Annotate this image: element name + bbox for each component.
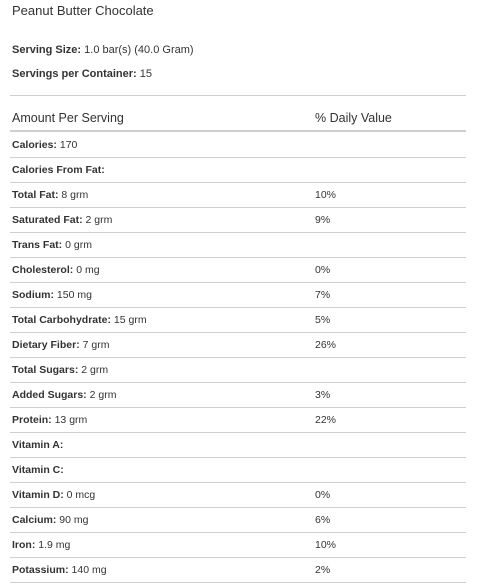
nutrient-name: Iron: [12,539,36,551]
nutrient-amount: 2 grm [89,389,117,401]
serving-size-value: 1.0 bar(s) (40.0 Gram) [84,44,194,56]
nutrient-name: Vitamin C: [12,464,64,476]
nutrient-name: Added Sugars: [12,389,87,401]
nutrient-amount: 140 mg [71,564,107,576]
nutrient-cell [12,539,70,551]
daily-value: 7% [315,289,331,301]
daily-value: 0% [315,264,331,276]
table-row [10,358,466,383]
nutrient-amount: 170 [59,139,78,151]
table-row [10,558,466,583]
nutrient-cell [12,464,64,476]
table-row [10,183,466,208]
nutrient-name: Potassium: [12,564,69,576]
servings-per-container-value: 15 [139,68,153,80]
nutrient-cell [12,264,100,276]
nutrient-cell [12,514,88,526]
nutrient-cell [12,364,108,376]
table-row [10,333,466,358]
table-row [10,208,466,233]
daily-value: 10% [315,539,337,551]
nutrient-cell [12,139,77,151]
serving-size [12,44,194,56]
table-row [10,483,466,508]
table-row [10,508,466,533]
nutrient-amount: 90 mg [59,514,89,526]
nutrient-amount: 1.9 mg [38,539,71,551]
table-row [10,433,466,458]
nutrient-amount: 0 mcg [66,489,96,501]
serving-size-label: Serving Size: [12,44,82,56]
nutrient-name: Sodium: [12,289,54,301]
table-row [10,408,466,433]
nutrient-amount: 0 mg [76,264,100,276]
table-row [10,158,466,183]
nutrient-name: Calories: [12,139,57,151]
nutrient-name: Trans Fat: [12,239,63,251]
nutrient-amount: 2 grm [85,214,113,226]
nutrient-amount: 150 mg [56,289,92,301]
nutrient-cell [12,414,87,426]
daily-value-header: % Daily Value [315,111,392,125]
table-row [10,458,466,483]
nutrient-name: Saturated Fat: [12,214,83,226]
table-row [10,258,466,283]
nutrient-amount: 7 grm [82,339,110,351]
nutrient-amount: 0 grm [65,239,92,251]
nutrient-cell [12,389,116,401]
nutrient-name: Total Carbohydrate: [12,314,111,326]
daily-value: 0% [315,489,331,501]
nutrient-name: Protein: [12,414,52,426]
nutrient-amount: 15 grm [113,314,147,326]
nutrient-cell [12,214,112,226]
daily-value: 6% [315,514,331,526]
nutrient-cell [12,564,107,576]
daily-value: 5% [315,314,331,326]
nutrition-table [10,133,466,583]
nutrient-name: Vitamin A: [12,439,64,451]
product-title: Peanut Butter Chocolate [12,3,154,18]
nutrient-cell [12,164,105,176]
servings-per-container-label: Servings per Container: [12,68,137,80]
nutrient-amount: 8 grm [61,189,89,201]
nutrient-amount: 2 grm [81,364,109,376]
nutrient-cell [12,489,95,501]
nutrient-name: Vitamin D: [12,489,64,501]
nutrient-cell [12,289,92,301]
nutrition-table-header [10,103,466,132]
nutrient-cell [12,339,109,351]
nutrient-amount: 13 grm [54,414,88,426]
nutrient-name: Total Sugars: [12,364,79,376]
table-row [10,308,466,333]
nutrient-cell [12,239,92,251]
table-row [10,383,466,408]
table-row [10,233,466,258]
table-row [10,533,466,558]
daily-value: 9% [315,214,331,226]
table-row [10,133,466,158]
nutrient-name: Total Fat: [12,189,59,201]
amount-per-serving-header: Amount Per Serving [12,111,124,125]
nutrient-cell [12,439,63,451]
daily-value: 2% [315,564,331,576]
table-row [10,283,466,308]
daily-value: 22% [315,414,337,426]
nutrient-name: Dietary Fiber: [12,339,80,351]
divider [10,95,466,96]
nutrient-name: Cholesterol: [12,264,74,276]
servings-per-container [12,68,152,80]
nutrient-name: Calcium: [12,514,57,526]
daily-value: 10% [315,189,337,201]
daily-value: 3% [315,389,331,401]
nutrient-cell [12,189,88,201]
nutrient-cell [12,314,147,326]
nutrient-name: Calories From Fat: [12,164,105,176]
daily-value: 26% [315,339,337,351]
